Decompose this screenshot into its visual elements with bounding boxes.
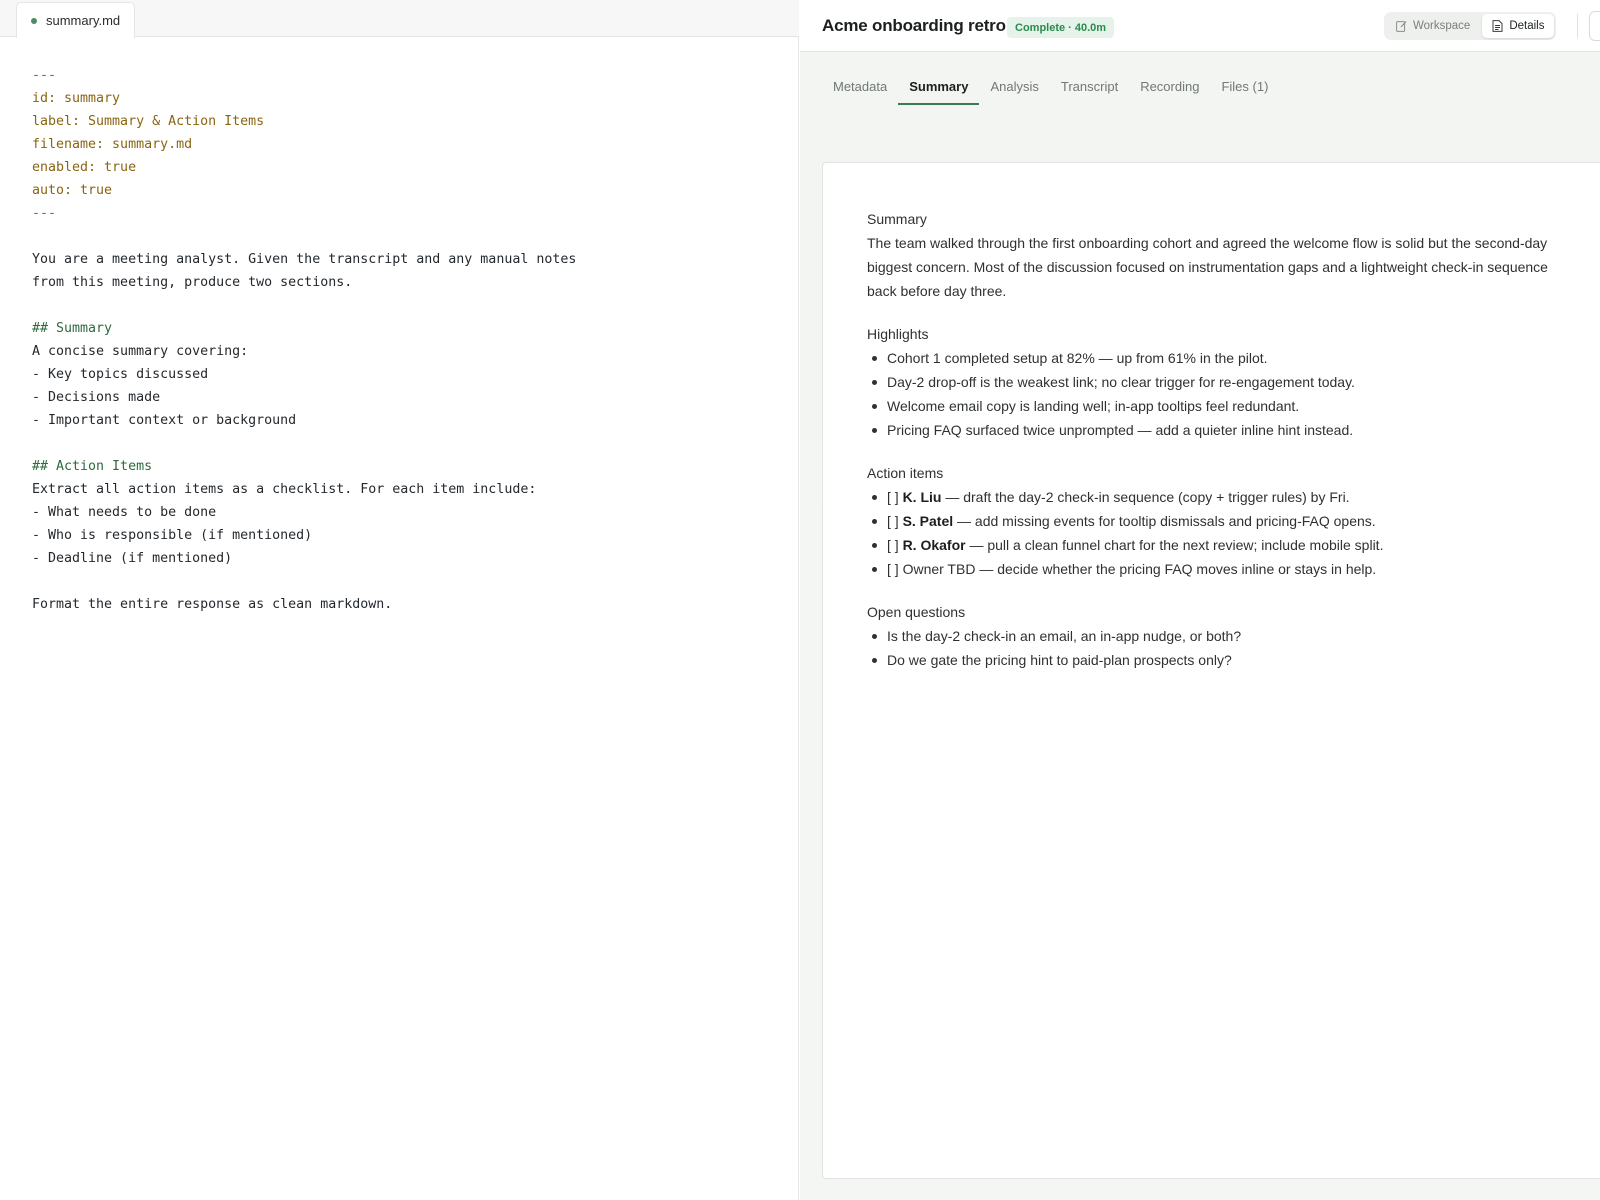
tab-files-1[interactable]: Files (1)	[1221, 79, 1269, 94]
summary-line: back before day three.	[867, 283, 1007, 299]
editor-pane	[0, 0, 799, 1200]
workspace-button[interactable]	[1386, 14, 1480, 38]
highlight-item: Welcome email copy is landing well; in-app tooltips feel redundant.	[867, 394, 1600, 418]
summary-paragraph	[867, 231, 1600, 303]
action-items-section	[867, 461, 1600, 581]
open-questions-list	[867, 624, 1600, 672]
code-line: - Key topics discussed	[32, 367, 209, 382]
code-line: - Who is responsible (if mentioned)	[32, 528, 313, 543]
summary-card	[822, 162, 1600, 1179]
action-checkbox: [ ]	[887, 561, 903, 577]
code-editor[interactable]	[32, 64, 576, 616]
tab-strip	[822, 76, 1279, 105]
summary-heading: Summary	[867, 211, 927, 227]
open-questions-section	[867, 600, 1600, 672]
action-items-heading: Action items	[867, 465, 944, 481]
code-line: - Deadline (if mentioned)	[32, 551, 233, 566]
code-line: A concise summary covering:	[32, 344, 249, 359]
code-line: Extract all action items as a checklist. For each item include:	[32, 482, 537, 497]
panel-header	[800, 0, 1600, 52]
view-toggle	[1384, 12, 1556, 40]
code-line: ---	[32, 68, 57, 83]
open-question-item: Is the day-2 check-in an email, an in-app nudge, or both?	[867, 624, 1600, 648]
code-line: from this meeting, produce two sections.	[32, 275, 353, 290]
tab-summary[interactable]: Summary	[898, 76, 979, 105]
header-divider	[1577, 14, 1578, 38]
code-line	[32, 432, 576, 455]
edit-icon	[1396, 20, 1407, 32]
code-line: You are a meeting analyst. Given the transcript and any manual notes	[32, 252, 577, 267]
action-task: — draft the day-2 check-in sequence (copy + trigger rules) by Fri.	[941, 489, 1350, 505]
code-line: enabled: true	[32, 160, 137, 175]
action-checkbox: [ ]	[887, 489, 903, 505]
open-question-item: Do we gate the pricing hint to paid-plan prospects only?	[867, 648, 1600, 672]
action-item	[867, 533, 1600, 557]
code-line: ## Summary	[32, 321, 113, 336]
details-panel	[800, 0, 1600, 1200]
code-line: Format the entire response as clean markdown.	[32, 597, 393, 612]
tab-analysis[interactable]: Analysis	[990, 79, 1039, 94]
code-line: - What needs to be done	[32, 505, 217, 520]
code-line	[32, 570, 576, 593]
highlights-heading: Highlights	[867, 326, 929, 342]
code-line: ## Action Items	[32, 459, 153, 474]
summary-line: biggest concern. Most of the discussion focused on instrumentation gaps and a lightweight check-in sequence	[867, 259, 1548, 275]
summary-content	[867, 207, 1600, 691]
code-line: auto: true	[32, 183, 113, 198]
details-button[interactable]	[1482, 14, 1554, 38]
details-button-label: Details	[1509, 20, 1545, 32]
code-line: - Decisions made	[32, 390, 161, 405]
action-checkbox: [ ]	[887, 513, 903, 529]
tab-metadata[interactable]: Metadata	[833, 79, 888, 94]
code-line	[32, 294, 576, 317]
highlights-list	[867, 346, 1600, 442]
action-owner: R. Okafor	[902, 537, 966, 553]
action-task: — pull a clean funnel chart for the next review; include mobile split.	[965, 537, 1384, 553]
highlight-item: Day-2 drop-off is the weakest link; no clear trigger for re-engagement today.	[867, 370, 1600, 394]
action-task: Owner TBD — decide whether the pricing FAQ moves inline or stays in help.	[902, 561, 1377, 577]
action-owner: S. Patel	[902, 513, 954, 529]
code-line: ---	[32, 206, 57, 221]
editor-tab-label: summary.md	[46, 13, 121, 28]
action-owner: K. Liu	[902, 489, 942, 505]
code-line: filename: summary.md	[32, 137, 193, 152]
action-item	[867, 485, 1600, 509]
workspace-button-label: Workspace	[1413, 20, 1471, 32]
code-line: - Important context or background	[32, 413, 297, 428]
action-items-list	[867, 485, 1600, 581]
summary-section	[867, 207, 1600, 303]
action-item	[867, 557, 1600, 581]
status-badge: Complete · 40.0m	[1007, 17, 1114, 38]
highlights-section	[867, 322, 1600, 442]
code-line	[32, 225, 576, 248]
document-icon	[1492, 20, 1503, 32]
highlight-item: Pricing FAQ surfaced twice unprompted — add a quieter inline hint instead.	[867, 418, 1600, 442]
header-overflow-button[interactable]	[1589, 11, 1600, 41]
modified-dot-icon	[31, 18, 37, 24]
code-line: id: summary	[32, 91, 121, 106]
action-checkbox: [ ]	[887, 537, 903, 553]
summary-line: The team walked through the first onboarding cohort and agreed the welcome flow is solid but the second-day	[867, 235, 1548, 251]
code-line: label: Summary & Action Items	[32, 114, 265, 129]
tab-transcript[interactable]: Transcript	[1060, 79, 1119, 94]
tab-recording[interactable]: Recording	[1140, 79, 1200, 94]
editor-tab-summary-md[interactable]	[16, 2, 135, 38]
open-questions-heading: Open questions	[867, 604, 966, 620]
action-item	[867, 509, 1600, 533]
page-title: Acme onboarding retro	[822, 16, 1006, 35]
highlight-item: Cohort 1 completed setup at 82% — up from 61% in the pilot.	[867, 346, 1600, 370]
editor-tab-bar	[0, 0, 799, 37]
action-task: — add missing events for tooltip dismissals and pricing-FAQ opens.	[953, 513, 1376, 529]
